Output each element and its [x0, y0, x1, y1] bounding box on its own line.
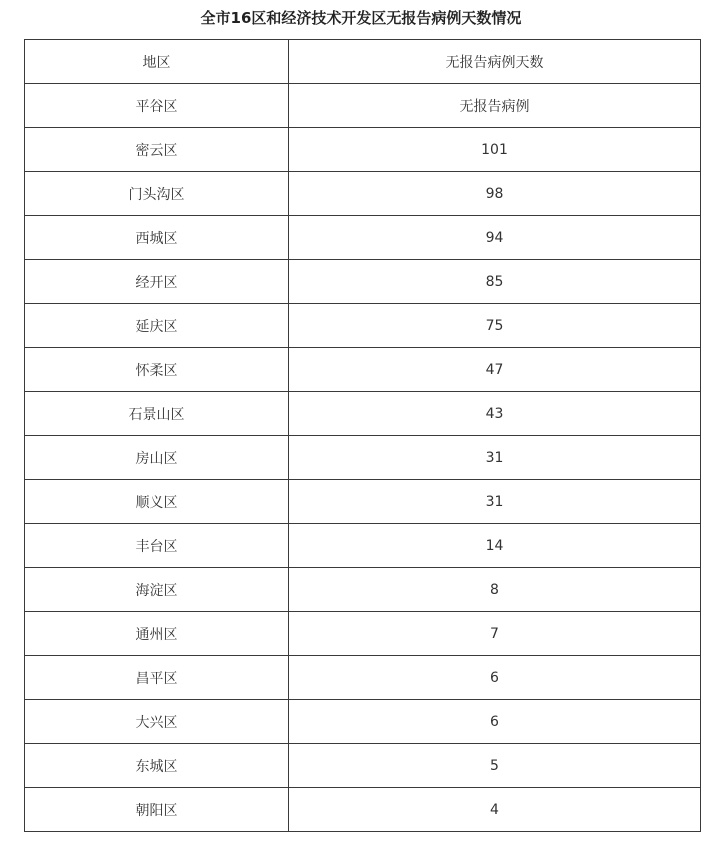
table-row	[25, 348, 701, 392]
table-header-row	[25, 40, 701, 84]
region-cell: 朝阳区	[25, 788, 289, 832]
table-row	[25, 700, 701, 744]
region-cell: 房山区	[25, 436, 289, 480]
table-body	[25, 84, 701, 832]
days-cell: 98	[289, 172, 701, 216]
table-row	[25, 128, 701, 172]
page-title: 全市16区和经济技术开发区无报告病例天数情况	[200, 9, 522, 27]
region-cell: 海淀区	[25, 568, 289, 612]
region-cell: 顺义区	[25, 480, 289, 524]
days-cell: 31	[289, 436, 701, 480]
region-cell: 西城区	[25, 216, 289, 260]
table-row	[25, 788, 701, 832]
table-row	[25, 172, 701, 216]
table-row	[25, 524, 701, 568]
table-row	[25, 216, 701, 260]
days-cell: 94	[289, 216, 701, 260]
table-row	[25, 480, 701, 524]
days-cell: 6	[289, 700, 701, 744]
days-cell: 4	[289, 788, 701, 832]
days-cell: 7	[289, 612, 701, 656]
region-cell: 怀柔区	[25, 348, 289, 392]
table-row	[25, 656, 701, 700]
region-cell: 通州区	[25, 612, 289, 656]
days-cell: 47	[289, 348, 701, 392]
table-row	[25, 612, 701, 656]
region-cell: 平谷区	[25, 84, 289, 128]
table-row	[25, 392, 701, 436]
region-cell: 经开区	[25, 260, 289, 304]
data-table	[24, 39, 701, 832]
days-cell: 14	[289, 524, 701, 568]
days-cell: 101	[289, 128, 701, 172]
column-header-days: 无报告病例天数	[289, 40, 701, 84]
days-cell: 75	[289, 304, 701, 348]
column-header-region: 地区	[25, 40, 289, 84]
days-cell: 6	[289, 656, 701, 700]
region-cell: 东城区	[25, 744, 289, 788]
region-cell: 门头沟区	[25, 172, 289, 216]
days-cell: 85	[289, 260, 701, 304]
region-cell: 大兴区	[25, 700, 289, 744]
table-row	[25, 84, 701, 128]
table-row	[25, 744, 701, 788]
days-cell: 8	[289, 568, 701, 612]
region-cell: 石景山区	[25, 392, 289, 436]
days-cell: 43	[289, 392, 701, 436]
table-row	[25, 304, 701, 348]
days-cell: 无报告病例	[289, 84, 701, 128]
region-cell: 延庆区	[25, 304, 289, 348]
region-cell: 丰台区	[25, 524, 289, 568]
region-cell: 密云区	[25, 128, 289, 172]
region-cell: 昌平区	[25, 656, 289, 700]
days-cell: 5	[289, 744, 701, 788]
table-row	[25, 260, 701, 304]
table-row	[25, 436, 701, 480]
table-row	[25, 568, 701, 612]
days-cell: 31	[289, 480, 701, 524]
